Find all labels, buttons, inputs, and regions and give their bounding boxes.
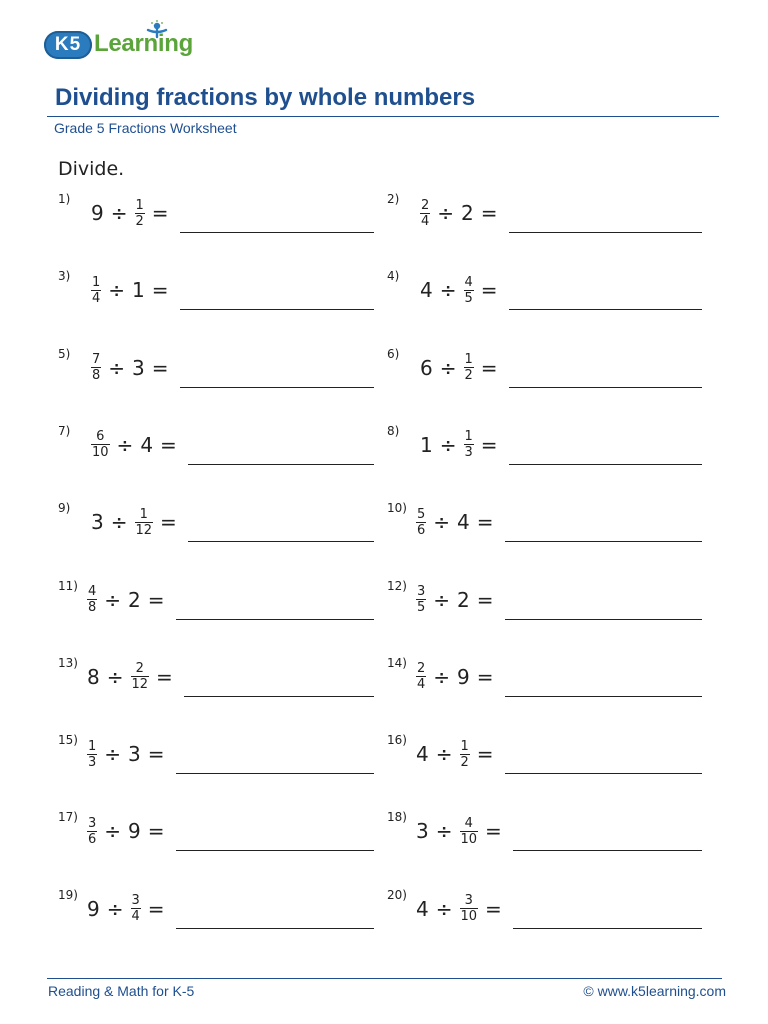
division-sign: ÷ [435,819,453,844]
answer-line[interactable] [513,850,702,851]
problem-expression [416,656,501,698]
fraction-numerator: 2 [135,661,144,677]
fraction-denominator: 8 [92,368,101,384]
problem-12 [387,579,717,629]
fraction-denominator: 10 [460,909,478,925]
problem-number: 10) [387,501,407,516]
fraction-denominator: 5 [464,290,473,306]
problem-expression [416,579,501,621]
footer-website: © www.k5learning.com [583,983,726,999]
fraction-numerator: 2 [421,197,430,213]
problem-14 [387,656,717,706]
whole-number: 8 [87,664,100,689]
problem-expression [87,656,180,698]
problem-6 [387,347,717,397]
problem-7 [58,424,388,474]
fraction-numerator: 2 [417,661,426,677]
fraction-denominator: 12 [135,522,153,538]
answer-line[interactable] [505,541,702,542]
equals-sign: = [476,510,494,535]
fraction-denominator: 2 [460,754,469,770]
equals-sign: = [156,664,173,689]
answer-line[interactable] [509,464,702,465]
fraction [464,275,474,306]
fraction-numerator: 3 [417,584,426,599]
equals-sign: = [151,201,169,225]
footer-tagline: Reading & Math for K-5 [48,983,195,999]
problem-number: 2) [387,192,400,206]
answer-line[interactable] [188,464,374,465]
problem-1 [58,192,388,242]
logo-k5-text: K5 [54,34,82,55]
fraction-numerator: 7 [92,352,101,368]
problem-expression [416,888,509,930]
problem-expression [420,192,505,234]
problem-20 [387,888,717,938]
fraction [91,275,101,306]
answer-line[interactable] [509,387,702,388]
problem-number: 6) [387,346,400,361]
whole-number: 6 [420,355,433,380]
problem-number: 1) [58,192,71,206]
problem-expression [91,269,176,311]
whole-number: 4 [140,432,154,457]
problem-19 [58,888,388,938]
problem-number: 15) [58,733,78,748]
problem-number: 16) [387,733,407,748]
division-sign: ÷ [437,201,455,225]
problem-expression [420,347,505,389]
problem-number: 20) [387,887,407,902]
fraction [460,893,479,924]
fraction-numerator: 1 [139,506,148,522]
equals-sign: = [147,742,165,767]
fraction-denominator: 3 [88,754,97,770]
answer-line[interactable] [513,928,702,929]
problem-5 [58,347,388,397]
whole-number: 9 [87,896,100,921]
fraction [460,816,479,847]
division-sign: ÷ [439,355,457,380]
equals-sign: = [151,355,169,380]
answer-line[interactable] [176,850,374,851]
problem-expression [416,810,509,852]
answer-line[interactable] [505,696,702,697]
fraction-numerator: 3 [88,815,97,831]
fraction-numerator: 1 [88,738,97,754]
whole-number: 3 [128,742,141,767]
division-sign: ÷ [108,355,126,380]
division-sign: ÷ [110,201,128,225]
fraction-denominator: 8 [88,600,97,615]
problem-expression [87,579,172,621]
whole-number: 3 [416,819,429,844]
answer-line[interactable] [180,387,374,388]
equals-sign: = [147,896,165,921]
problem-expression [420,424,505,466]
division-sign: ÷ [433,510,451,535]
fraction-denominator: 4 [92,290,101,306]
fraction-numerator: 1 [460,738,469,754]
equals-sign: = [147,819,165,844]
equals-sign: = [476,664,494,689]
fraction [87,816,97,847]
problem-4 [387,269,717,319]
answer-line[interactable] [509,232,702,233]
division-sign: ÷ [104,819,122,844]
whole-number: 3 [91,510,104,535]
fraction-numerator: 5 [417,506,426,522]
instructions: Divide. [58,158,125,180]
whole-number: 2 [128,587,141,612]
problem-number: 14) [387,655,407,670]
problem-9 [58,501,388,551]
problem-expression [420,269,505,311]
problem-expression [91,192,176,234]
fraction-denominator: 6 [417,522,426,538]
fraction [135,198,145,229]
division-sign: ÷ [435,896,453,921]
division-sign: ÷ [106,664,124,689]
problem-15 [58,733,388,783]
problem-number: 19) [58,887,78,902]
fraction-numerator: 6 [96,429,105,445]
problem-8 [387,424,717,474]
equals-sign: = [160,432,177,457]
equals-sign: = [485,896,502,921]
answer-line[interactable] [180,232,374,233]
problem-expression [91,424,184,466]
problem-number: 8) [387,423,400,438]
equals-sign: = [147,587,165,612]
fraction-denominator: 2 [464,368,473,384]
division-sign: ÷ [439,278,457,303]
division-sign: ÷ [433,587,451,612]
answer-line[interactable] [184,696,374,697]
problem-expression [91,501,184,543]
answer-line[interactable] [509,309,702,310]
fraction [464,429,474,460]
fraction [420,198,430,229]
fraction-denominator: 4 [421,213,430,229]
whole-number: 4 [420,278,433,303]
answer-line[interactable] [505,619,702,620]
fraction-numerator: 1 [464,429,473,445]
answer-line[interactable] [188,541,374,542]
problem-10 [387,501,717,551]
fraction [416,507,426,538]
fraction-denominator: 2 [135,213,144,229]
whole-number: 3 [132,355,145,380]
problem-2 [387,192,717,242]
equals-sign: = [480,432,498,457]
division-sign: ÷ [106,896,124,921]
fraction [460,739,470,770]
fraction [416,584,426,615]
fraction-denominator: 10 [460,831,478,847]
fraction-denominator: 10 [92,445,109,461]
division-sign: ÷ [104,742,122,767]
fraction [91,429,110,460]
whole-number: 9 [128,819,141,844]
logo-learning-text: Learning [94,30,193,57]
fraction-numerator: 4 [88,584,97,599]
fraction-numerator: 3 [464,893,473,909]
worksheet-subtitle: Grade 5 Fractions Worksheet [54,120,237,136]
whole-number: 9 [457,664,470,689]
equals-sign: = [151,278,169,303]
fraction-numerator: 3 [131,893,140,909]
answer-line[interactable] [176,773,374,774]
division-sign: ÷ [108,278,126,303]
problem-13 [58,656,388,706]
fraction-numerator: 4 [464,815,473,831]
fraction [135,507,154,538]
problem-3 [58,269,388,319]
problem-number: 4) [387,269,400,284]
problem-16 [387,733,717,783]
fraction [131,661,150,692]
problem-number: 17) [58,810,78,825]
problem-expression [87,810,172,852]
equals-sign: = [476,587,494,612]
problem-expression [87,733,172,775]
fraction-denominator: 3 [464,445,473,461]
whole-number: 1 [132,278,145,303]
problem-expression [87,888,172,930]
problem-number: 13) [58,655,78,670]
problem-expression [416,733,501,775]
problem-number: 5) [58,346,71,361]
whole-number: 9 [91,201,104,225]
division-sign: ÷ [110,510,128,535]
division-sign: ÷ [439,432,457,457]
fraction-numerator: 1 [135,197,144,213]
fraction-denominator: 4 [131,909,140,925]
fraction-denominator: 12 [131,677,149,693]
problem-number: 11) [58,578,78,593]
problem-number: 9) [58,501,71,516]
fraction [87,739,97,770]
division-sign: ÷ [104,587,122,612]
problem-17 [58,810,388,860]
fraction [131,893,141,924]
problem-number: 12) [387,578,407,593]
fraction-numerator: 4 [464,274,473,290]
problem-expression [416,501,501,543]
division-sign: ÷ [435,742,453,767]
answer-line[interactable] [505,773,702,774]
problem-expression [91,347,176,389]
equals-sign: = [480,201,498,225]
whole-number: 1 [420,432,433,457]
answer-line[interactable] [176,928,374,929]
fraction [87,584,97,615]
worksheet-title: Dividing fractions by whole numbers [55,84,476,111]
problem-11 [58,579,388,629]
division-sign: ÷ [116,432,134,457]
fraction-denominator: 4 [417,677,426,693]
fraction-denominator: 5 [417,600,426,615]
division-sign: ÷ [433,664,451,689]
problem-number: 3) [58,269,71,284]
equals-sign: = [160,510,177,535]
equals-sign: = [480,355,498,380]
footer-divider [47,978,722,979]
fraction-numerator: 1 [464,352,473,368]
whole-number: 4 [416,742,429,767]
problem-number: 7) [58,423,71,438]
whole-number: 4 [416,896,429,921]
answer-line[interactable] [180,309,374,310]
whole-number: 2 [457,587,470,612]
fraction-denominator: 6 [88,831,97,847]
whole-number: 4 [457,510,470,535]
fraction [464,352,474,383]
fraction [416,661,426,692]
fraction-numerator: 1 [92,274,101,290]
equals-sign: = [485,819,502,844]
problem-number: 18) [387,810,407,825]
fraction [91,352,101,383]
problem-18 [387,810,717,860]
whole-number: 2 [461,201,474,225]
answer-line[interactable] [176,619,374,620]
equals-sign: = [476,742,494,767]
equals-sign: = [480,278,498,303]
